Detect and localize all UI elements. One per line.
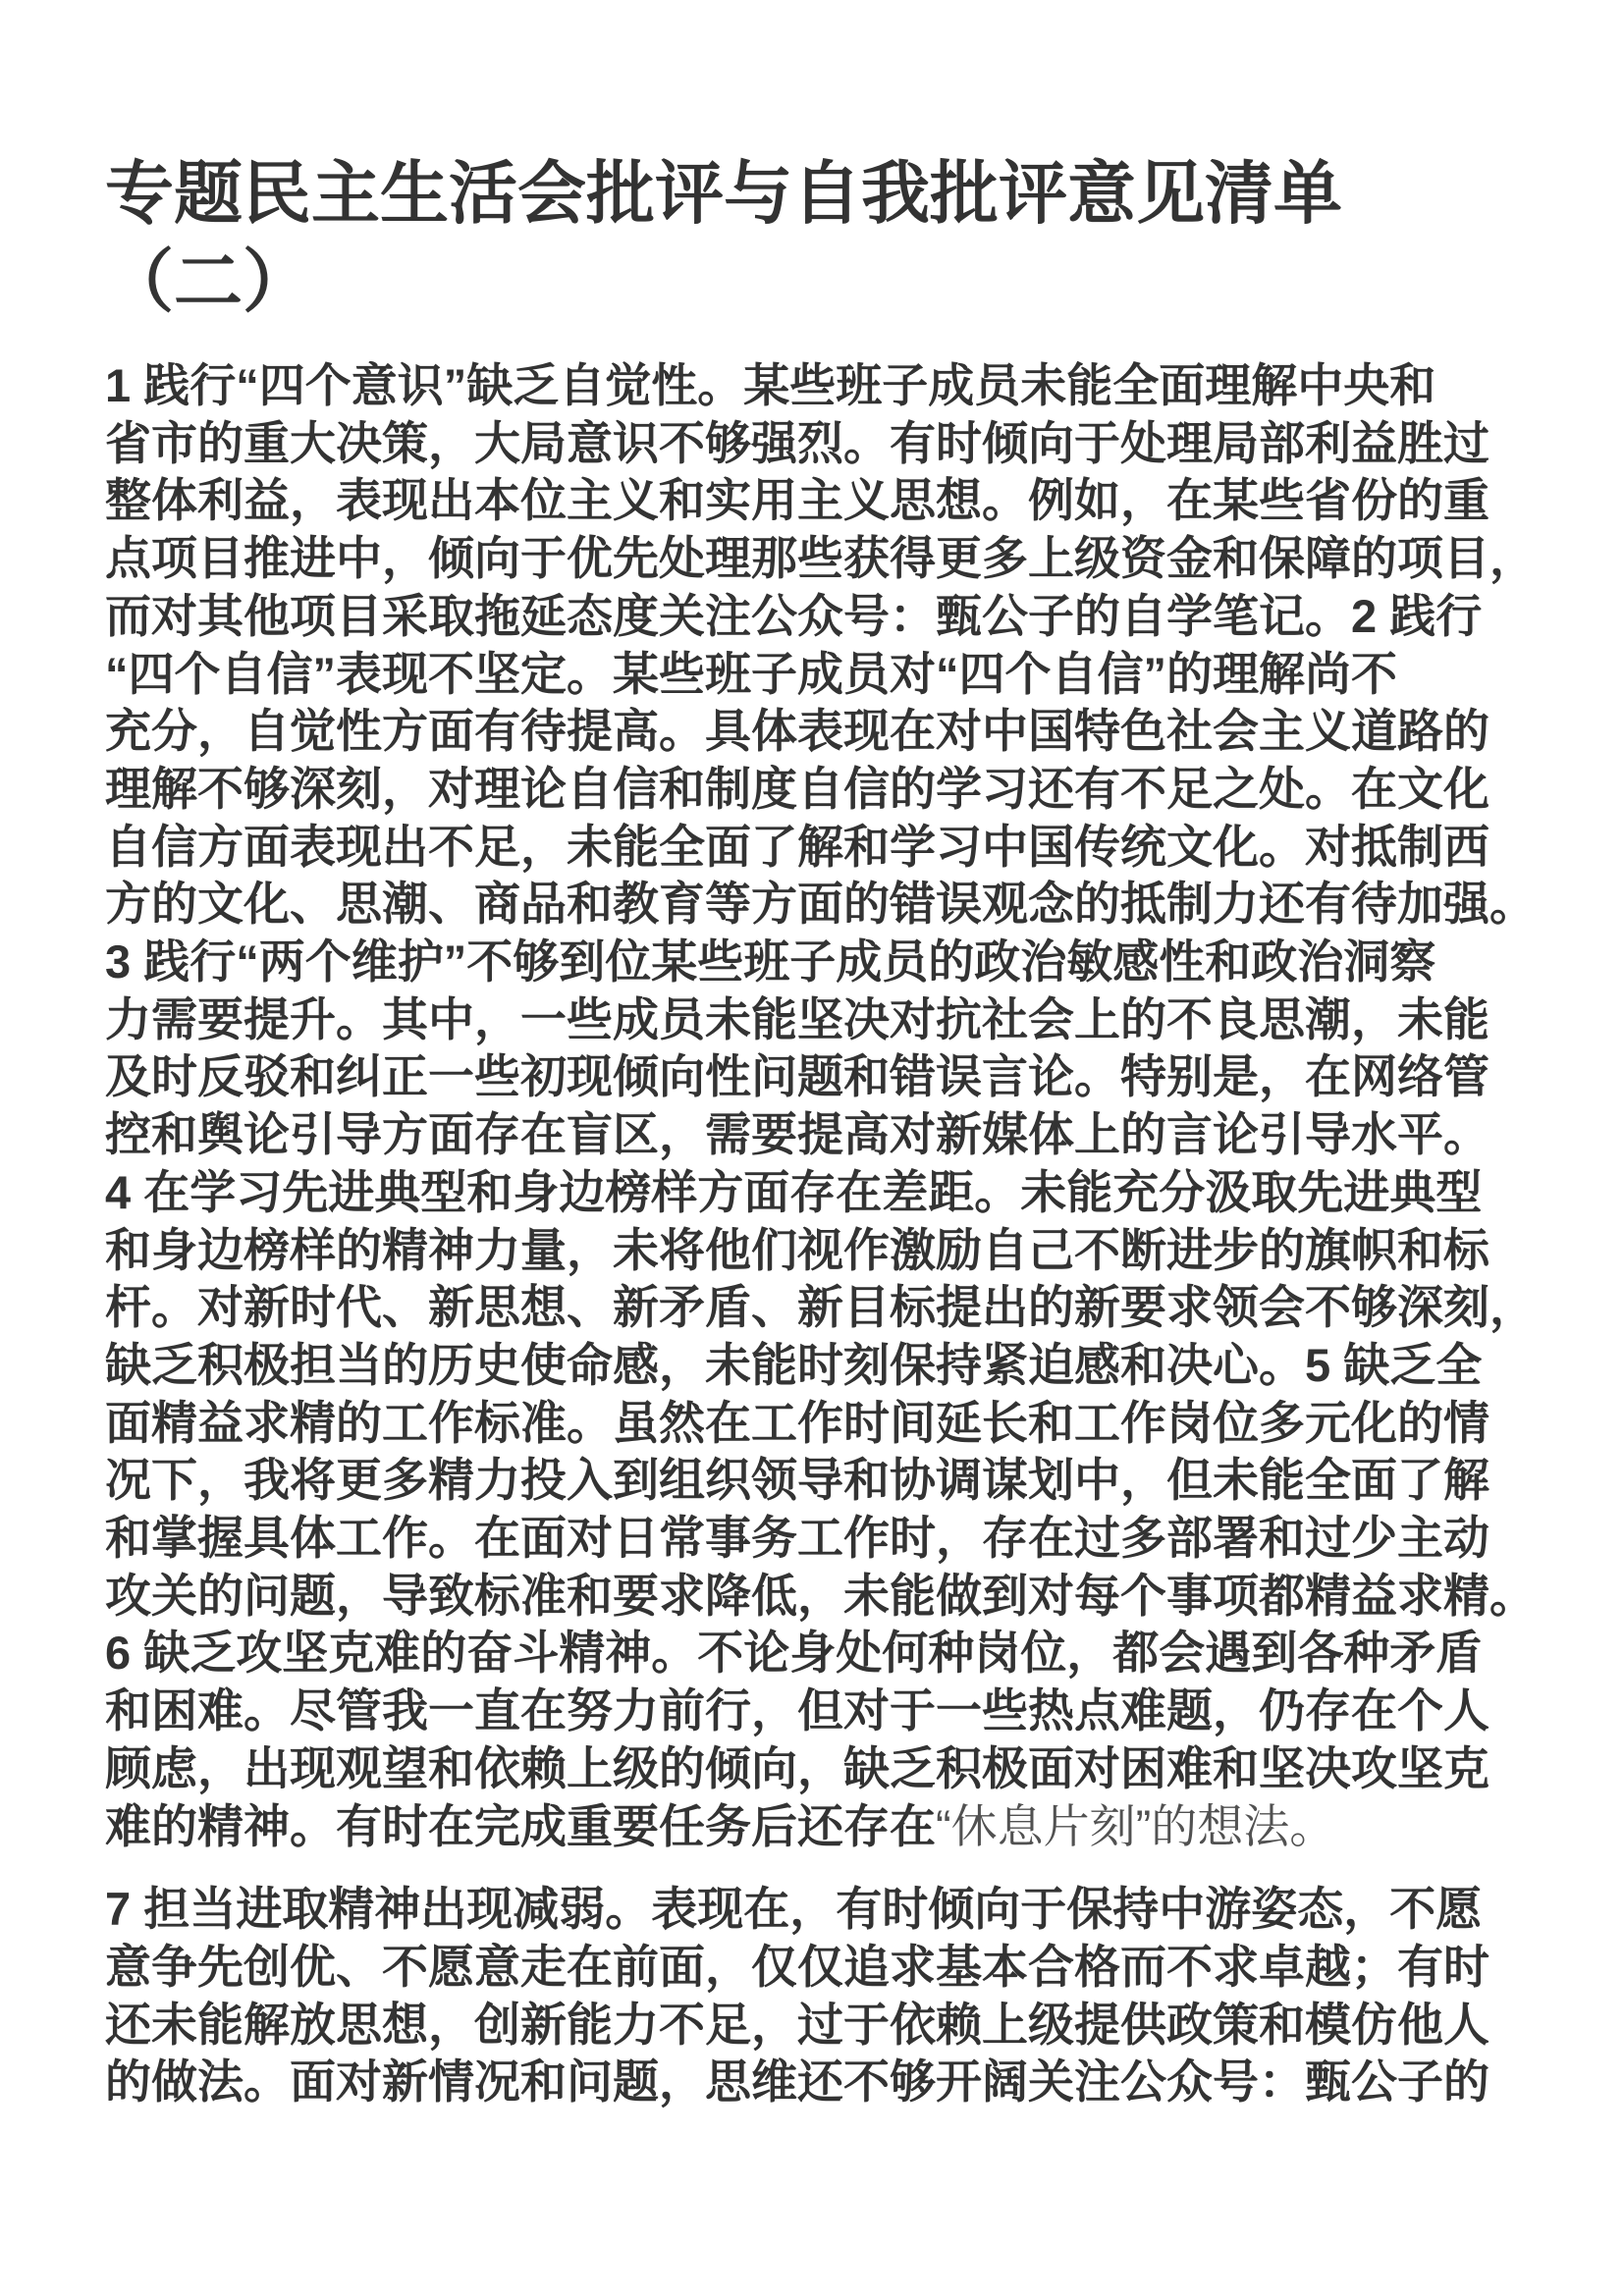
text-segment: 意争先创优、不愿意走在前面，仅仅追求基本合格而不求卓越；有时 <box>105 1940 1489 1993</box>
text-line <box>105 472 1540 530</box>
document-body <box>105 357 1540 2111</box>
text-line <box>105 1395 1540 1453</box>
text-line <box>105 703 1540 761</box>
text-line <box>105 1222 1540 1280</box>
text-segment: 而对其他项目采取拖延态度关注公众号：甄公子的自学笔记。2 践行 <box>105 589 1483 642</box>
text-segment: 和困难。尽管我一直在努力前行，但对于一些热点难题，仍存在个人 <box>105 1684 1489 1737</box>
text-segment: 省市的重大决策，大局意识不够强烈。有时倾向于处理局部利益胜过 <box>105 416 1489 469</box>
text-line <box>105 1881 1540 1939</box>
text-line <box>105 1106 1540 1164</box>
text-line <box>105 357 1540 415</box>
text-segment: 充分，自觉性方面有待提高。具体表现在对中国特色社会主义道路的 <box>105 705 1489 758</box>
text-segment: 理解不够深刻，对理论自信和制度自信的学习还有不足之处。在文化 <box>105 762 1489 815</box>
text-segment: 自信方面表现出不足，未能全面了解和学习中国传统文化。对抵制西 <box>105 820 1489 873</box>
text-segment: “四个自信”表现不坚定。某些班子成员对“四个自信”的理解尚不 <box>105 647 1397 700</box>
text-segment: 6 缺乏攻坚克难的奋斗精神。不论身处何种岗位，都会遇到各种矛盾 <box>105 1627 1483 1680</box>
text-line <box>105 1279 1540 1337</box>
text-segment: 面精益求精的工作标准。虽然在工作时间延长和工作岗位多元化的情 <box>105 1396 1489 1449</box>
text-line <box>105 415 1540 473</box>
text-line <box>105 2054 1540 2111</box>
text-line <box>105 1337 1540 1395</box>
text-segment: 方的文化、思潮、商品和教育等方面的错误观念的抵制力还有待加强。 <box>105 878 1536 931</box>
light-text-segment: “休息片刻”的想法。 <box>936 1799 1336 1852</box>
text-segment: 及时反驳和纠正一些初现倾向性问题和错误言论。特别是，在网络管 <box>105 1050 1489 1103</box>
text-line <box>105 1510 1540 1568</box>
text-line <box>105 1568 1540 1626</box>
text-segment: 缺乏积极担当的历史使命感，未能时刻保持紧迫感和决心。5 缺乏全 <box>105 1338 1483 1391</box>
text-segment: 还未能解放思想，创新能力不足，过于依赖上级提供政策和模仿他人 <box>105 1998 1489 2051</box>
text-segment: 难的精神。有时在完成重要任务后还存在 <box>105 1799 936 1852</box>
text-line <box>105 1740 1540 1798</box>
text-segment: 的做法。面对新情况和问题，思维还不够开阔关注公众号：甄公子的 <box>105 2056 1489 2109</box>
text-line <box>105 1452 1540 1510</box>
text-line <box>105 1798 1540 1856</box>
text-segment: 和身边榜样的精神力量，未将他们视作激励自己不断进步的旗帜和标 <box>105 1223 1489 1276</box>
text-segment: 7 担当进取精神出现减弱。表现在，有时倾向于保持中游姿态，不愿 <box>105 1883 1483 1936</box>
text-segment: 攻关的问题，导致标准和要求降低，未能做到对每个事项都精益求精。 <box>105 1569 1536 1622</box>
text-line <box>105 1625 1540 1682</box>
text-line <box>105 876 1540 934</box>
text-segment: 整体利益，表现出本位主义和实用主义思想。例如，在某些省份的重 <box>105 474 1489 527</box>
text-line <box>105 1048 1540 1106</box>
text-segment: 杆。对新时代、新思想、新矛盾、新目标提出的新要求领会不够深刻， <box>105 1281 1536 1334</box>
text-line <box>105 1682 1540 1740</box>
text-segment: 况下，我将更多精力投入到组织领导和协调谋划中，但未能全面了解 <box>105 1454 1489 1507</box>
page-title-line-1: 专题民主生活会批评与自我批评意见清单 <box>105 155 1342 232</box>
text-segment: 顾虑，出现观望和依赖上级的倾向，缺乏积极面对困难和坚决攻坚克 <box>105 1741 1489 1794</box>
text-segment: 和掌握具体工作。在面对日常事务工作时，存在过多部署和过少主动 <box>105 1512 1489 1565</box>
text-line <box>105 819 1540 877</box>
text-line <box>105 530 1540 588</box>
text-line <box>105 991 1540 1049</box>
text-segment: 点项目推进中，倾向于优先处理那些获得更多上级资金和保障的项目， <box>105 532 1536 585</box>
page-title-line-2: （二） <box>105 243 311 320</box>
text-segment: 4 在学习先进典型和身边榜样方面存在差距。未能充分汲取先进典型 <box>105 1165 1483 1218</box>
page-title <box>105 149 1540 326</box>
text-line <box>105 1164 1540 1222</box>
text-segment: 3 践行“两个维护”不够到位某些班子成员的政治敏感性和政治洞察 <box>105 935 1436 988</box>
paragraph <box>105 1881 1540 2111</box>
text-line <box>105 1939 1540 1997</box>
text-segment: 1 践行“四个意识”缺乏自觉性。某些班子成员未能全面理解中央和 <box>105 359 1436 411</box>
text-line <box>105 934 1540 991</box>
text-line <box>105 588 1540 646</box>
text-segment: 控和舆论引导方面存在盲区，需要提高对新媒体上的言论引导水平。 <box>105 1108 1489 1161</box>
text-line <box>105 761 1540 819</box>
paragraph <box>105 357 1540 1855</box>
text-line <box>105 646 1540 704</box>
text-line <box>105 1997 1540 2055</box>
text-segment: 力需要提升。其中，一些成员未能坚决对抗社会上的不良思潮，未能 <box>105 992 1489 1045</box>
